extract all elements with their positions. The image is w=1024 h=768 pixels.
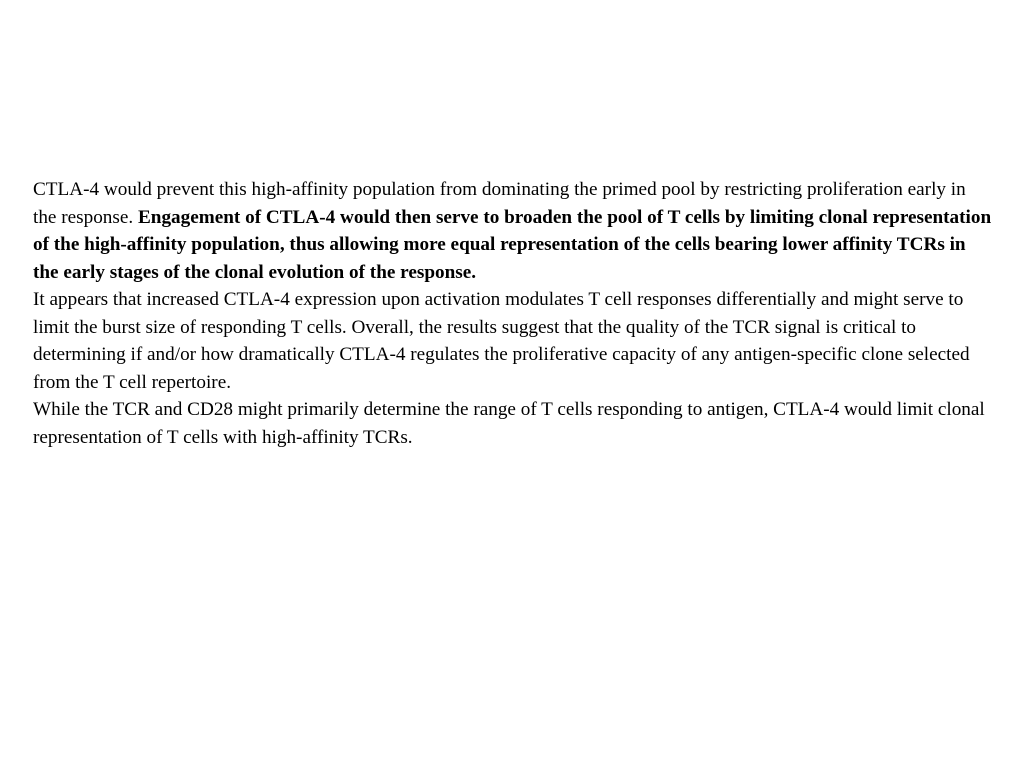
text-block <box>33 176 993 451</box>
paragraph-1-plain-text: CTLA-4 would prevent this high-affinity population from dominating the primed pool by restricting proliferation early in the response. <box>33 179 966 228</box>
paragraph-3: While the TCR and CD28 might primarily determine the range of T cells responding to antigen, CTLA-4 would limit clonal representation of T cells with high-affinity TCRs. <box>33 399 985 448</box>
paragraph-1 <box>33 176 993 286</box>
paragraph-1-bold-text: Engagement of CTLA-4 would then serve to broaden the pool of T cells by limiting clonal representation of the high-affinity population, thus allowing more equal representation of the cells bearing lower affinity TCRs in the early stages of the clonal evolution of the response. <box>33 206 992 283</box>
paragraph-2: It appears that increased CTLA-4 expression upon activation modulates T cell responses differentially and might serve to limit the burst size of responding T cells. Overall, the results suggest that the quality of the TCR signal is critical to determining if and/or how dramatically CTLA-4 regulates the proliferative capacity of any antigen-specific clone selected from the T cell repertoire. <box>33 289 970 393</box>
